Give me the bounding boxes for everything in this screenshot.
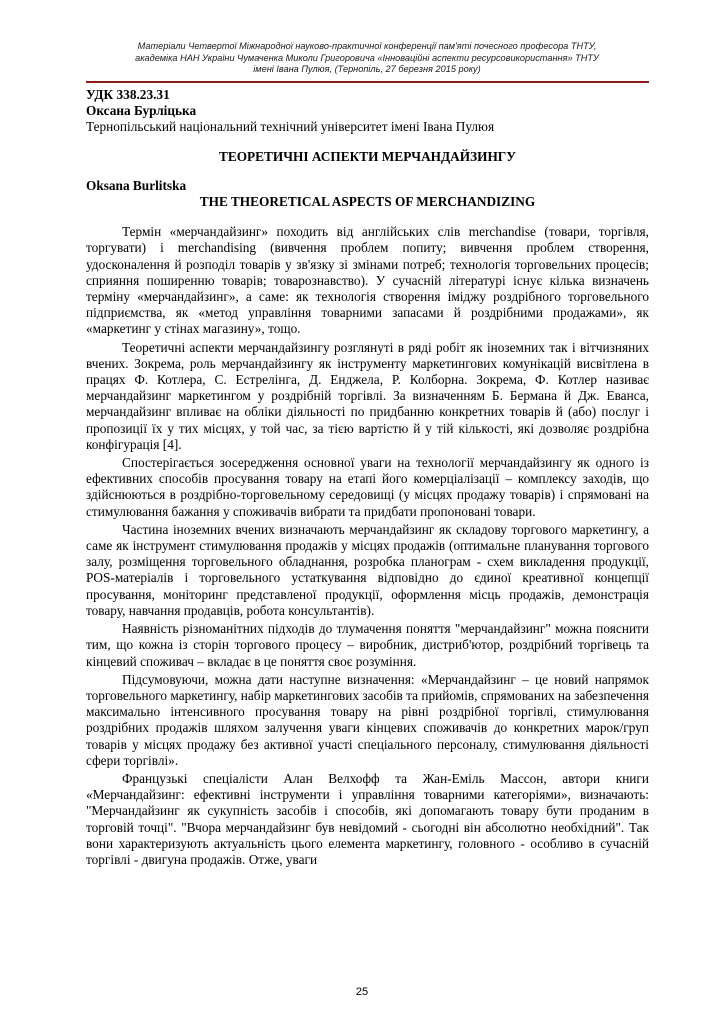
paragraph: Теоретичні аспекти мерчандайзингу розглянуті в ряді робіт як іноземних так і вітчизняних вчених. Зокрема, роль мерчандайзингу як інструменту маркетингових комунікацій висвітлена в працях Ф. Котлера, С. Естрелінга, Д. Енджела, Р. Колборна. Зокрема, Ф. Котлер називає мерчандайзинг маркетингом у роздрібній торгівлі. За визначенням Б. Бермана й Дж. Еванса, мерчандайзинг впливає на обліки діяльності по придбанню конкретних товарів й (або) послуг і пропозиції їх у тих місцях, у той час, за тією вартістю й у тій кількості, які дозволяє роздрібна конфігурація [4]. (86, 339, 649, 452)
article-title-en: THE THEORETICAL ASPECTS OF MERCHANDIZING (199, 194, 536, 210)
header-line-3: імені Івана Пулюя, (Тернопіль, 27 березня 2015 року) (253, 64, 481, 74)
article-body (86, 87, 649, 870)
paragraph: Наявність різноманітних підходів до тлумачення поняття "мерчандайзинг" можна пояснити тим, що кожна із сторін торгового процесу – виробник, дистриб'ютор, роздрібний торгівець та кінцевий споживач – вкладає в це поняття своє розуміння. (86, 621, 649, 669)
paragraph: Французькі спеціалісти Алан Велхофф та Жан-Еміль Массон, автори книги «Мерчандайзинг: ефективні інструменти і управління товарними категоріями», визначають: "Мерчандайзинг як сукупність засобів і способів, які допомагають товару бути проданим в торговій точці". "Вчора мерчандайзинг був невідомий - сьогодні він абсолютно необхідний". Так вони характеризують актуальність цього елемента маркетингу, головного - особливо в сучасній торгівлі - двигуна продажів. Отже, уваги (86, 770, 649, 867)
author-name-uk: Оксана Бурліцька (86, 103, 197, 119)
header-line-2: академіка НАН України Чумаченка Миколи Григоровича «Інноваційні аспекти ресурсовикористання» ТНТУ (135, 52, 599, 63)
header-divider (86, 81, 649, 83)
paragraph: Підсумовуючи, можна дати наступне визначення: «Мерчандайзинг – це новий напрямок торговельного маркетингу, набір маркетингових засобів та прийомів, спрямованих на забезпечення максимально інтенсивного просування товару на рівні роздрібної торгівлі, стимулювання роздрібних продажів шляхом залучення уваги кінцевих споживачів до конкретних марок/груп товарів у місцях продажу без активної участі спеціального персоналу, стимулювання діяльності сфери торгівлі». (86, 671, 649, 768)
running-header (86, 41, 648, 76)
page-number: 25 (355, 986, 369, 998)
paragraph: Термін «мерчандайзинг» походить від англійських слів merchandise (товари, торгівля, торгувати) і merchandising (вивчення проблем попиту; вивчення проблем створення, удосконалення й розподіл товарів у зв'язку зі змінами потреб; технологія торговельних процесів; сприяння поширенню товарів; товарознавство). У сучасній літературі існує кілька визначень терміну «мерчандайзинг», а саме: як технологія створення іміджу роздрібного торговельного підприємства, як «метод управління товарними запасами й роздрібними продажами», як «маркетинг у стінах магазину», тощо. (86, 224, 649, 337)
paragraph: Спостерігається зосередження основної уваги на технології мерчандайзингу як одного із ефективних способів просування товару на етапі його комерціалізації – комплексу заходів, що здійснюються в роздрібно-торговельному середовищі (у місцях продажу товарів) і спрямовані на стимулювання бажання у споживачів вибрати та придбати пропоновані товари. (86, 455, 649, 519)
header-line-1: Матеріали Четвертої Міжнародної науково-практичної конференції пам'яті почесного професора ТНТУ, (137, 41, 597, 51)
author-name-en: Oksana Burlitska (86, 177, 187, 193)
paragraph: Частина іноземних вчених визначають мерчандайзинг як складову торгового маркетингу, а саме як інструмент стимулювання продажів у місцях продажів (оптимальне планування торгового залу, розміщення торговельного обладнання, розробка планограм - схем викладення продукції, POS-матеріалів і торговельного устаткування відповідно до єдиної креативної концепції просування, моніторинг представленої продукції, оформлення місць продажів, демонстрація товару, навчання продавців, робота консультантів). (86, 521, 649, 618)
article-title-uk: ТЕОРЕТИЧНІ АСПЕКТИ МЕРЧАНДАЙЗИНГУ (218, 148, 517, 164)
author-affiliation: Тернопільський національний технічний університет імені Івана Пулюя (86, 119, 495, 135)
udk-code: УДК 338.23.31 (86, 87, 170, 102)
